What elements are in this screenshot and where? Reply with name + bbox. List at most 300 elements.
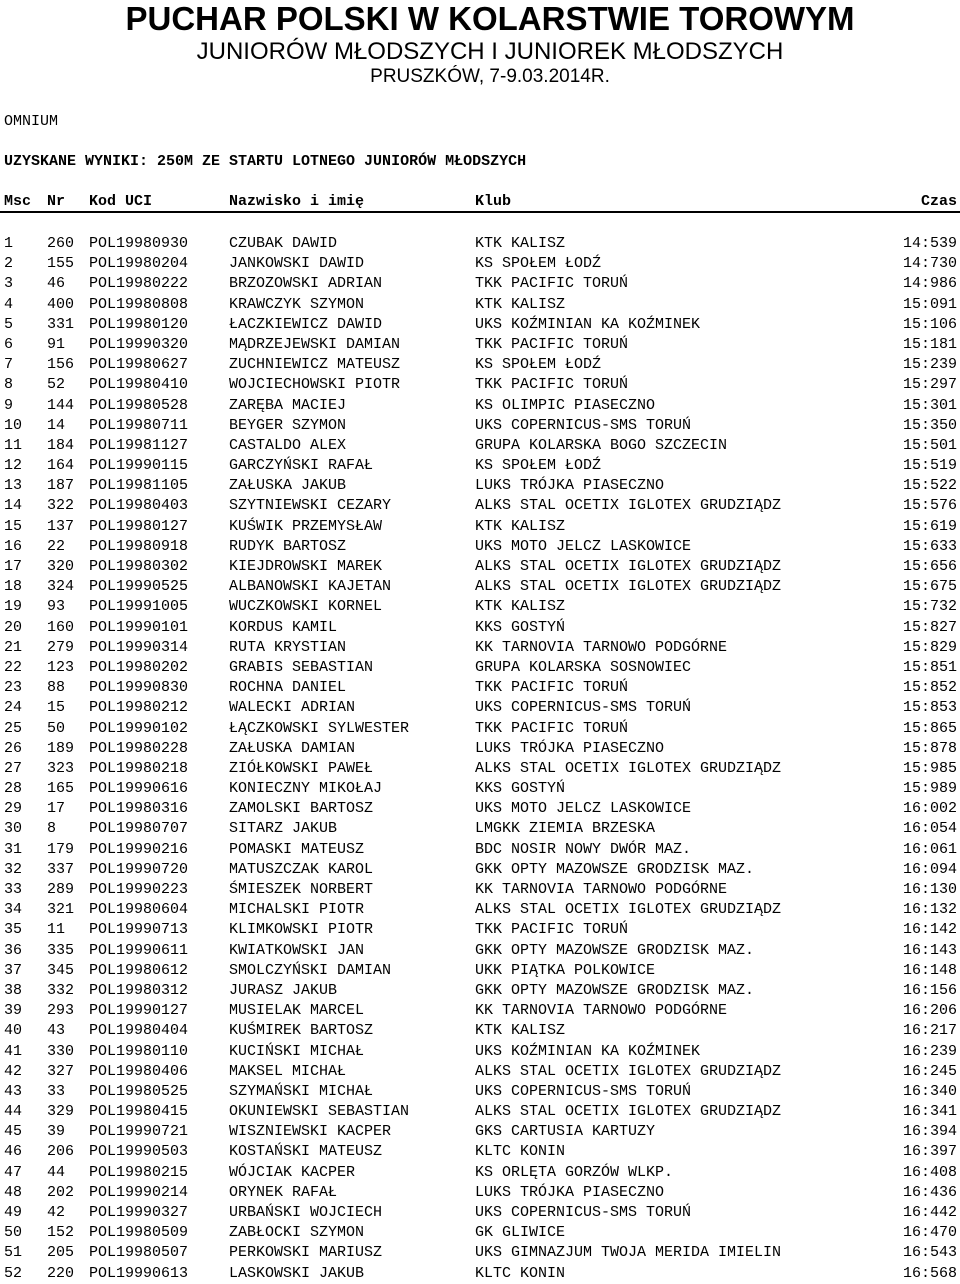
time-cell: 16:132 <box>902 901 957 919</box>
table-row <box>0 759 960 779</box>
time-cell: 15:301 <box>902 396 957 414</box>
uci-code-cell: POL19981105 <box>89 477 189 495</box>
time-cell: 15:239 <box>902 356 957 374</box>
club-cell: UKK PIĄTKA POLKOWICE <box>475 961 656 979</box>
table-row <box>0 577 960 597</box>
club-cell: TKK PACIFIC TORUŃ <box>475 679 629 697</box>
place-cell: 15 <box>4 517 23 535</box>
table-row <box>0 739 960 759</box>
uci-code-cell: POL19990613 <box>89 1264 189 1282</box>
club-cell: UKS MOTO JELCZ LASKOWICE <box>475 537 692 555</box>
place-cell: 41 <box>4 1042 23 1060</box>
time-cell: 14:986 <box>902 275 957 293</box>
table-row <box>0 335 960 355</box>
club-cell: KTK KALISZ <box>475 517 566 535</box>
uci-code-cell: POL19990214 <box>89 1183 189 1201</box>
bib-number-cell: 50 <box>47 719 66 737</box>
table-row <box>0 416 960 436</box>
bib-number-cell: 33 <box>47 1082 66 1100</box>
club-cell: TKK PACIFIC TORUŃ <box>475 376 629 394</box>
column-header-club: Klub <box>475 193 512 210</box>
table-row <box>0 1223 960 1243</box>
time-cell: 16:054 <box>902 820 957 838</box>
time-cell: 16:239 <box>902 1042 957 1060</box>
bib-number-cell: 17 <box>47 800 66 818</box>
uci-code-cell: POL19980707 <box>89 820 189 838</box>
club-cell: UKS COPERNICUS-SMS TORUŃ <box>475 1204 692 1221</box>
bib-number-cell: 331 <box>47 315 75 333</box>
bib-number-cell: 14 <box>47 416 66 434</box>
club-cell: UKS GIMNAZJUM TWOJA MERIDA IMIELIN <box>475 1244 782 1262</box>
rider-name-cell: SZYMAŃSKI MICHAŁ <box>229 1082 374 1100</box>
time-cell: 15:106 <box>902 315 957 333</box>
table-row <box>0 476 960 496</box>
uci-code-cell: POL19990720 <box>89 860 189 878</box>
rider-name-cell: WUCZKOWSKI KORNEL <box>229 598 383 616</box>
uci-code-cell: POL19990721 <box>89 1123 189 1141</box>
time-cell: 15:297 <box>902 376 957 394</box>
club-cell: LUKS TRÓJKA PIASECZNO <box>475 477 665 495</box>
time-cell: 16:130 <box>902 881 957 898</box>
rider-name-cell: URBAŃSKI WOJCIECH <box>229 1204 383 1221</box>
club-cell: KLTC KONIN <box>475 1143 566 1161</box>
place-cell: 1 <box>4 235 14 252</box>
table-row <box>0 254 960 274</box>
rider-name-cell: ROCHNA DANIEL <box>229 679 347 697</box>
club-cell: UKS KOŹMINIAN KA KOŹMINEK <box>475 315 701 333</box>
place-cell: 3 <box>4 275 14 293</box>
table-row <box>0 920 960 940</box>
time-cell: 15:732 <box>902 598 957 616</box>
uci-code-cell: POL19980918 <box>89 537 189 555</box>
rider-name-cell: ZABŁOCKI SZYMON <box>229 1224 365 1242</box>
place-cell: 51 <box>4 1244 23 1262</box>
club-cell: ALKS STAL OCETIX IGLOTEX GRUDZIĄDZ <box>475 901 782 919</box>
uci-code-cell: POL19980528 <box>89 396 189 414</box>
club-cell: KS SPOŁEM ŁODŹ <box>475 457 602 475</box>
time-cell: 16:397 <box>902 1143 957 1161</box>
bib-number-cell: 260 <box>47 235 75 252</box>
club-cell: ALKS STAL OCETIX IGLOTEX GRUDZIĄDZ <box>475 578 782 596</box>
bib-number-cell: 91 <box>47 335 66 353</box>
section-title: UZYSKANE WYNIKI: 250M ZE STARTU LOTNEGO JUNIORÓW MŁODSZYCH <box>4 153 527 170</box>
time-cell: 15:829 <box>902 638 957 656</box>
rider-name-cell: ORYNEK RAFAŁ <box>229 1183 338 1201</box>
club-cell: ALKS STAL OCETIX IGLOTEX GRUDZIĄDZ <box>475 558 782 575</box>
rider-name-cell: MATUSZCZAK KAROL <box>229 860 374 878</box>
uci-code-cell: POL19980627 <box>89 356 189 374</box>
place-cell: 14 <box>4 497 23 515</box>
time-cell: 15:852 <box>902 679 957 697</box>
club-cell: KKS GOSTYŃ <box>475 618 566 636</box>
uci-code-cell: POL19990223 <box>89 881 189 898</box>
bib-number-cell: 93 <box>47 598 66 616</box>
column-header-uci: Kod UCI <box>89 193 153 210</box>
rider-name-cell: KLIMKOWSKI PIOTR <box>229 921 374 939</box>
table-row <box>0 1142 960 1162</box>
document-title: PUCHAR POLSKI W KOLARSTWIE TOROWYM <box>125 0 855 37</box>
rider-name-cell: ZAŁUSKA JAKUB <box>229 477 347 495</box>
place-cell: 9 <box>4 396 14 414</box>
club-cell: KK TARNOVIA TARNOWO PODGÓRNE <box>475 638 728 656</box>
bib-number-cell: 330 <box>47 1042 75 1060</box>
bib-number-cell: 152 <box>47 1224 75 1242</box>
uci-code-cell: POL19980218 <box>89 759 189 777</box>
rider-name-cell: WALECKI ADRIAN <box>229 699 356 717</box>
uci-code-cell: POL19980302 <box>89 558 189 575</box>
club-cell: TKK PACIFIC TORUŃ <box>475 275 629 293</box>
time-cell: 15:675 <box>902 578 957 596</box>
uci-code-cell: POL19980808 <box>89 295 189 313</box>
bib-number-cell: 345 <box>47 961 75 979</box>
place-cell: 23 <box>4 679 23 697</box>
table-row <box>0 981 960 1001</box>
time-cell: 16:143 <box>902 941 957 959</box>
rider-name-cell: ZARĘBA MACIEJ <box>229 396 347 414</box>
table-row <box>0 597 960 617</box>
club-cell: TKK PACIFIC TORUŃ <box>475 921 629 939</box>
uci-code-cell: POL19990314 <box>89 638 189 656</box>
table-row <box>0 315 960 335</box>
rider-name-cell: LASKOWSKI JAKUB <box>229 1264 365 1282</box>
table-row <box>0 880 960 900</box>
club-cell: KS ORLĘTA GORZÓW WLKP. <box>475 1163 674 1181</box>
place-cell: 35 <box>4 921 23 939</box>
uci-code-cell: POL19990616 <box>89 780 189 798</box>
time-cell: 16:002 <box>902 800 957 818</box>
place-cell: 52 <box>4 1264 23 1282</box>
club-cell: LUKS TRÓJKA PIASECZNO <box>475 1183 665 1201</box>
table-row <box>0 1122 960 1142</box>
uci-code-cell: POL19990503 <box>89 1143 189 1161</box>
rider-name-cell: ZAŁUSKA DAMIAN <box>229 739 356 757</box>
table-row <box>0 496 960 516</box>
bib-number-cell: 187 <box>47 477 75 495</box>
club-cell: KS SPOŁEM ŁODŹ <box>475 255 602 273</box>
bib-number-cell: 332 <box>47 981 75 999</box>
uci-code-cell: POL19990713 <box>89 921 189 939</box>
table-row <box>0 1163 960 1183</box>
place-cell: 6 <box>4 335 14 353</box>
club-cell: GKK OPTY MAZOWSZE GRODZISK MAZ. <box>475 941 755 959</box>
place-cell: 16 <box>4 537 23 555</box>
uci-code-cell: POL19980930 <box>89 235 189 252</box>
bib-number-cell: 155 <box>47 255 75 273</box>
rider-name-cell: BEYGER SZYMON <box>229 416 347 434</box>
club-cell: ALKS STAL OCETIX IGLOTEX GRUDZIĄDZ <box>475 497 782 515</box>
rider-name-cell: ZAMOLSKI BARTOSZ <box>229 800 374 818</box>
place-cell: 32 <box>4 860 23 878</box>
table-row <box>0 234 960 254</box>
uci-code-cell: POL19980406 <box>89 1062 189 1080</box>
table-row <box>0 1264 960 1284</box>
time-cell: 15:633 <box>902 537 957 555</box>
club-cell: LUKS TRÓJKA PIASECZNO <box>475 739 665 757</box>
club-cell: KTK KALISZ <box>475 235 566 252</box>
discipline-label: OMNIUM <box>4 113 59 130</box>
uci-code-cell: POL19990830 <box>89 679 189 697</box>
uci-code-cell: POL19980316 <box>89 800 189 818</box>
rider-name-cell: SMOLCZYŃSKI DAMIAN <box>229 961 392 979</box>
table-row <box>0 517 960 537</box>
table-row <box>0 1183 960 1203</box>
table-row <box>0 941 960 961</box>
bib-number-cell: 189 <box>47 739 75 757</box>
header-divider <box>0 211 960 213</box>
time-cell: 16:217 <box>902 1022 957 1040</box>
uci-code-cell: POL19990102 <box>89 719 189 737</box>
club-cell: UKS MOTO JELCZ LASKOWICE <box>475 800 692 818</box>
club-cell: LMGKK ZIEMIA BRZESKA <box>475 820 656 838</box>
table-row <box>0 1082 960 1102</box>
rider-name-cell: KUŚMIREK BARTOSZ <box>229 1022 374 1040</box>
time-cell: 16:394 <box>902 1123 957 1141</box>
bib-number-cell: 206 <box>47 1143 75 1161</box>
table-row <box>0 961 960 981</box>
results-table <box>0 234 960 1284</box>
time-cell: 16:341 <box>902 1103 957 1121</box>
column-header-name: Nazwisko i imię <box>229 193 365 210</box>
place-cell: 19 <box>4 598 23 616</box>
time-cell: 16:206 <box>902 1002 957 1020</box>
time-cell: 15:827 <box>902 618 957 636</box>
table-row <box>0 840 960 860</box>
place-cell: 36 <box>4 941 23 959</box>
table-row <box>0 274 960 294</box>
club-cell: KKS GOSTYŃ <box>475 780 566 798</box>
time-cell: 15:853 <box>902 699 957 717</box>
bib-number-cell: 22 <box>47 537 66 555</box>
bib-number-cell: 179 <box>47 840 75 858</box>
club-cell: GRUPA KOLARSKA SOSNOWIEC <box>475 658 692 676</box>
uci-code-cell: POL19980415 <box>89 1103 189 1121</box>
uci-code-cell: POL19980404 <box>89 1022 189 1040</box>
bib-number-cell: 88 <box>47 679 66 697</box>
table-row <box>0 658 960 678</box>
place-cell: 5 <box>4 315 14 333</box>
rider-name-cell: POMASKI MATEUSZ <box>229 840 365 858</box>
bib-number-cell: 15 <box>47 699 66 717</box>
place-cell: 25 <box>4 719 23 737</box>
table-row <box>0 1243 960 1263</box>
uci-code-cell: POL19980202 <box>89 658 189 676</box>
place-cell: 29 <box>4 800 23 818</box>
table-row <box>0 396 960 416</box>
rider-name-cell: KOSTAŃSKI MATEUSZ <box>229 1143 383 1161</box>
place-cell: 31 <box>4 840 23 858</box>
time-cell: 15:576 <box>902 497 957 515</box>
table-row <box>0 638 960 658</box>
uci-code-cell: POL19990216 <box>89 840 189 858</box>
place-cell: 42 <box>4 1062 23 1080</box>
club-cell: KK TARNOVIA TARNOWO PODGÓRNE <box>475 1002 728 1020</box>
bib-number-cell: 39 <box>47 1123 66 1141</box>
bib-number-cell: 184 <box>47 436 75 454</box>
club-cell: UKS COPERNICUS-SMS TORUŃ <box>475 1082 692 1100</box>
time-cell: 16:340 <box>902 1082 957 1100</box>
club-cell: KTK KALISZ <box>475 295 566 313</box>
place-cell: 21 <box>4 638 23 656</box>
uci-code-cell: POL19980410 <box>89 376 189 394</box>
time-cell: 15:091 <box>902 295 957 313</box>
uci-code-cell: POL19980215 <box>89 1163 189 1181</box>
rider-name-cell: WÓJCIAK KACPER <box>229 1163 356 1181</box>
table-row <box>0 618 960 638</box>
bib-number-cell: 327 <box>47 1062 75 1080</box>
uci-code-cell: POL19980204 <box>89 255 189 273</box>
bib-number-cell: 43 <box>47 1022 66 1040</box>
table-row <box>0 537 960 557</box>
bib-number-cell: 337 <box>47 860 75 878</box>
uci-code-cell: POL19980525 <box>89 1082 189 1100</box>
club-cell: GRUPA KOLARSKA BOGO SZCZECIN <box>475 436 728 454</box>
club-cell: GKK OPTY MAZOWSZE GRODZISK MAZ. <box>475 860 755 878</box>
rider-name-cell: GARCZYŃSKI RAFAŁ <box>229 457 374 475</box>
table-row <box>0 698 960 718</box>
place-cell: 11 <box>4 436 23 454</box>
place-cell: 30 <box>4 820 23 838</box>
place-cell: 44 <box>4 1103 23 1121</box>
table-row <box>0 719 960 739</box>
bib-number-cell: 46 <box>47 275 66 293</box>
club-cell: KLTC KONIN <box>475 1264 566 1282</box>
uci-code-cell: POL19980312 <box>89 981 189 999</box>
table-row <box>0 860 960 880</box>
place-cell: 40 <box>4 1022 23 1040</box>
rider-name-cell: KIEJDROWSKI MAREK <box>229 558 383 575</box>
club-cell: BDC NOSIR NOWY DWÓR MAZ. <box>475 840 692 858</box>
club-cell: TKK PACIFIC TORUŃ <box>475 719 629 737</box>
bib-number-cell: 324 <box>47 578 75 596</box>
club-cell: KS SPOŁEM ŁODŹ <box>475 356 602 374</box>
place-cell: 28 <box>4 780 23 798</box>
bib-number-cell: 400 <box>47 295 75 313</box>
table-row <box>0 1001 960 1021</box>
time-cell: 15:865 <box>902 719 957 737</box>
results-table-header <box>0 193 960 215</box>
bib-number-cell: 323 <box>47 759 75 777</box>
uci-code-cell: POL19980711 <box>89 416 189 434</box>
uci-code-cell: POL19990525 <box>89 578 189 596</box>
bib-number-cell: 289 <box>47 881 75 898</box>
time-cell: 15:878 <box>902 739 957 757</box>
table-row <box>0 375 960 395</box>
place-cell: 50 <box>4 1224 23 1242</box>
time-cell: 15:985 <box>902 759 957 777</box>
uci-code-cell: POL19990115 <box>89 457 189 475</box>
place-cell: 22 <box>4 658 23 676</box>
rider-name-cell: ŁĄCZKOWSKI SYLWESTER <box>229 719 410 737</box>
uci-code-cell: POL19990127 <box>89 1002 189 1020</box>
bib-number-cell: 322 <box>47 497 75 515</box>
time-cell: 16:142 <box>902 921 957 939</box>
time-cell: 15:501 <box>902 436 957 454</box>
time-cell: 15:989 <box>902 780 957 798</box>
bib-number-cell: 156 <box>47 356 75 374</box>
uci-code-cell: POL19990101 <box>89 618 189 636</box>
place-cell: 24 <box>4 699 23 717</box>
rider-name-cell: KRAWCZYK SZYMON <box>229 295 365 313</box>
table-row <box>0 1042 960 1062</box>
place-cell: 20 <box>4 618 23 636</box>
uci-code-cell: POL19981127 <box>89 436 189 454</box>
time-cell: 16:442 <box>902 1204 957 1221</box>
rider-name-cell: CASTALDO ALEX <box>229 436 347 454</box>
rider-name-cell: RUTA KRYSTIAN <box>229 638 347 656</box>
rider-name-cell: KUCIŃSKI MICHAŁ <box>229 1042 365 1060</box>
time-cell: 16:245 <box>902 1062 957 1080</box>
bib-number-cell: 52 <box>47 376 66 394</box>
bib-number-cell: 164 <box>47 457 75 475</box>
column-header-nr: Nr <box>47 193 66 210</box>
time-cell: 15:519 <box>902 457 957 475</box>
place-cell: 12 <box>4 457 23 475</box>
uci-code-cell: POL19980604 <box>89 901 189 919</box>
bib-number-cell: 321 <box>47 901 75 919</box>
rider-name-cell: JANKOWSKI DAWID <box>229 255 365 273</box>
uci-code-cell: POL19990320 <box>89 335 189 353</box>
table-row <box>0 557 960 577</box>
bib-number-cell: 202 <box>47 1183 75 1201</box>
place-cell: 13 <box>4 477 23 495</box>
table-row <box>0 1102 960 1122</box>
club-cell: TKK PACIFIC TORUŃ <box>475 335 629 353</box>
rider-name-cell: CZUBAK DAWID <box>229 235 338 252</box>
bib-number-cell: 123 <box>47 658 75 676</box>
rider-name-cell: BRZOZOWSKI ADRIAN <box>229 275 383 293</box>
event-place-date: PRUSZKÓW, 7-9.03.2014R. <box>370 66 610 87</box>
club-cell: UKS KOŹMINIAN KA KOŹMINEK <box>475 1042 701 1060</box>
rider-name-cell: MAKSEL MICHAŁ <box>229 1062 347 1080</box>
place-cell: 39 <box>4 1002 23 1020</box>
time-cell: 16:148 <box>902 961 957 979</box>
rider-name-cell: SZYTNIEWSKI CEZARY <box>229 497 392 515</box>
bib-number-cell: 279 <box>47 638 75 656</box>
club-cell: ALKS STAL OCETIX IGLOTEX GRUDZIĄDZ <box>475 759 782 777</box>
club-cell: KK TARNOVIA TARNOWO PODGÓRNE <box>475 881 728 898</box>
uci-code-cell: POL19980509 <box>89 1224 189 1242</box>
bib-number-cell: 205 <box>47 1244 75 1262</box>
rider-name-cell: GRABIS SEBASTIAN <box>229 658 374 676</box>
place-cell: 33 <box>4 881 23 898</box>
time-cell: 16:543 <box>902 1244 957 1262</box>
rider-name-cell: KONIECZNY MIKOŁAJ <box>229 780 383 798</box>
club-cell: ALKS STAL OCETIX IGLOTEX GRUDZIĄDZ <box>475 1103 782 1121</box>
place-cell: 7 <box>4 356 14 374</box>
table-row <box>0 900 960 920</box>
rider-name-cell: WISZNIEWSKI KACPER <box>229 1123 392 1141</box>
rider-name-cell: MICHALSKI PIOTR <box>229 901 365 919</box>
rider-name-cell: ŚMIESZEK NORBERT <box>229 881 374 898</box>
time-cell: 15:851 <box>902 658 957 676</box>
table-row <box>0 1203 960 1223</box>
bib-number-cell: 8 <box>47 820 57 838</box>
club-cell: UKS COPERNICUS-SMS TORUŃ <box>475 416 692 434</box>
time-cell: 16:408 <box>902 1163 957 1181</box>
uci-code-cell: POL19991005 <box>89 598 189 616</box>
time-cell: 16:436 <box>902 1183 957 1201</box>
place-cell: 47 <box>4 1163 23 1181</box>
rider-name-cell: ZIÓŁKOWSKI PAWEŁ <box>229 759 374 777</box>
club-cell: KS OLIMPIC PIASECZNO <box>475 396 656 414</box>
time-cell: 14:730 <box>902 255 957 273</box>
table-row <box>0 456 960 476</box>
time-cell: 15:656 <box>902 558 957 575</box>
bib-number-cell: 329 <box>47 1103 75 1121</box>
bib-number-cell: 137 <box>47 517 75 535</box>
time-cell: 16:156 <box>902 981 957 999</box>
place-cell: 45 <box>4 1123 23 1141</box>
